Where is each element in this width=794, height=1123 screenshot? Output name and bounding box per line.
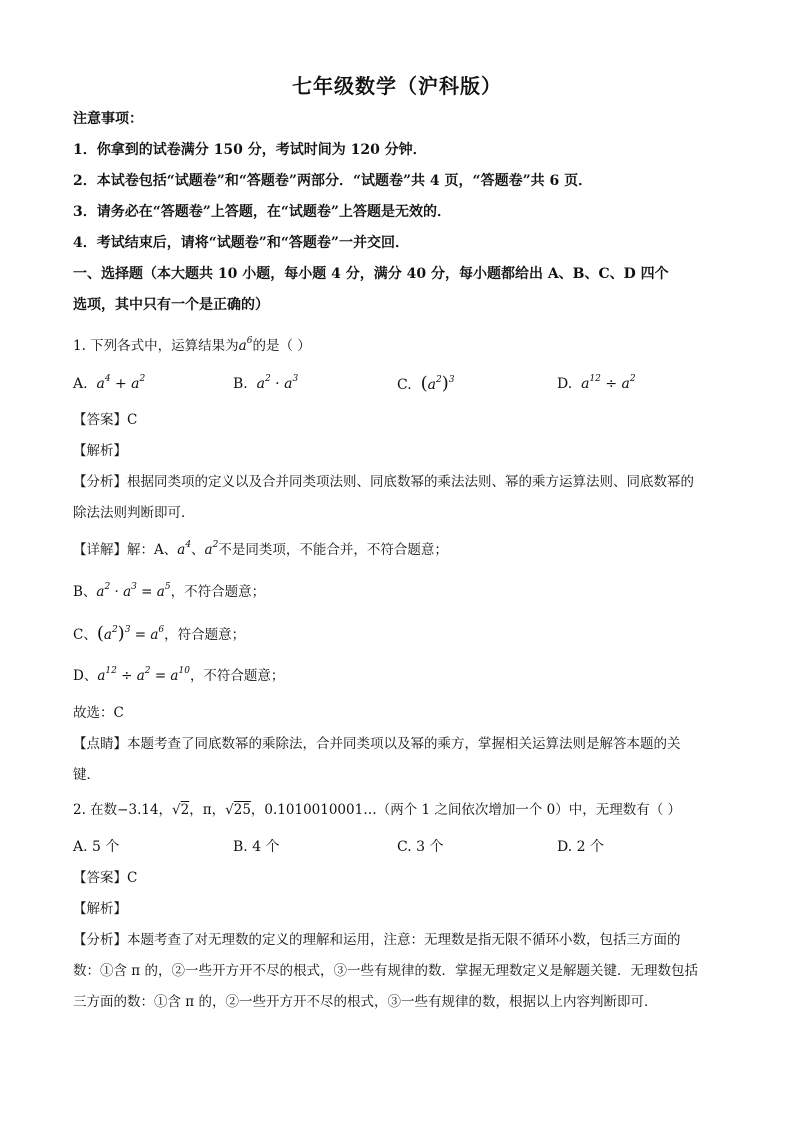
option-label: A. bbox=[73, 376, 88, 392]
detail-prefix: 【详解】解：A、 bbox=[73, 542, 178, 558]
option-label: D. bbox=[557, 376, 573, 392]
detail-prefix: D、 bbox=[73, 668, 98, 684]
math-expression: $(a^2)^3 = a^6$ bbox=[96, 623, 165, 644]
answer-line: 【答案】C bbox=[73, 870, 138, 886]
detail-line-c bbox=[73, 624, 733, 645]
question-1-stem-suffix: 的是（ ） bbox=[252, 338, 311, 354]
analysis-text: 除法法则判断即可． bbox=[73, 505, 195, 521]
detail-suffix: ，不符合题意； bbox=[189, 668, 285, 684]
option-label: B. bbox=[233, 376, 248, 392]
analysis-text: 数：①含 π 的，②一些开方开不尽的根式，③一些有规律的数．掌握无理数定义是解题关键．无理数包括 bbox=[73, 963, 698, 979]
math-expression: $a^2$ bbox=[204, 540, 219, 558]
math-expression: $a^2 \cdot a^3$ bbox=[252, 374, 299, 392]
detail-suffix: 不是同类项，不能合并，不符合题意； bbox=[218, 542, 448, 558]
detail-prefix: B、 bbox=[73, 584, 97, 600]
notice-item: 2．本试卷包括“试题卷”和“答题卷”两部分．“试题卷”共 4 页，“答题卷”共 6 页． bbox=[73, 173, 593, 189]
question-1-option-a bbox=[73, 374, 145, 394]
question-2-stem-prefix: 2. 在数 bbox=[73, 802, 118, 818]
notice-item: 3．请务必在“答题卷”上答题，在“试题卷”上答题是无效的． bbox=[73, 204, 451, 220]
section-heading-cont: 选项，其中只有一个是正确的） bbox=[73, 297, 269, 313]
separator: ， bbox=[158, 802, 173, 818]
question-1-stem bbox=[73, 336, 733, 356]
question-1-option-b bbox=[233, 374, 298, 394]
detail-line-d bbox=[73, 666, 733, 686]
question-2-option-c: C. 3 个 bbox=[397, 839, 444, 855]
sqrt-2: √2 bbox=[172, 802, 190, 818]
answer-line: 【答案】C bbox=[73, 412, 138, 428]
section-heading: 一、选择题（本大题共 10 小题，每小题 4 分，满分 40 分，每小题都给出 A、B、C、D 四个 bbox=[73, 266, 669, 282]
question-2-option-b: B. 4 个 bbox=[233, 839, 280, 855]
analysis-heading: 【解析】 bbox=[73, 901, 127, 917]
option-label: C. bbox=[397, 377, 412, 393]
math-expression: $a^{12} \div a^2 = a^{10}$ bbox=[97, 666, 190, 684]
detail-suffix: ，不符合题意； bbox=[170, 584, 266, 600]
question-1-option-d bbox=[557, 374, 636, 394]
math-expression: $a^4$ bbox=[177, 540, 192, 558]
math-expression: $(a^2)^3$ bbox=[420, 373, 455, 394]
notice-heading: 注意事项： bbox=[73, 111, 143, 127]
math-expression: $a^6$ bbox=[238, 336, 253, 354]
analysis-heading: 【解析】 bbox=[73, 443, 127, 459]
conclusion-line: 故选：C bbox=[73, 705, 124, 721]
analysis-text: 三方面的数：①含 π 的，②一些开方开不尽的根式，③一些有规律的数，根据以上内容判断即可． bbox=[73, 994, 658, 1010]
detail-prefix: C、 bbox=[73, 627, 97, 643]
math-expression: $a^2 \cdot a^3 = a^5$ bbox=[96, 582, 171, 600]
comment-text: 【点睛】本题考查了同底数幂的乘除法，合并同类项以及幂的乘方，掌握相关运算法则是解答本题的关 bbox=[73, 736, 681, 752]
detail-suffix: ，符合题意； bbox=[164, 627, 246, 643]
question-1-option-c bbox=[397, 374, 454, 395]
separator: ，π， bbox=[189, 802, 226, 818]
math-expression: $a^{12} \div a^2$ bbox=[576, 374, 636, 392]
notice-item: 1．你拿到的试卷满分 150 分，考试时间为 120 分钟． bbox=[73, 142, 427, 158]
detail-line-a: 【详解】解：A、$a^4$、$a^2$不是同类项，不能合并，不符合题意； bbox=[73, 540, 448, 558]
comment-text: 键． bbox=[73, 767, 100, 783]
math-expression: $a^4 + a^2$ bbox=[92, 374, 146, 392]
analysis-text: 【分析】根据同类项的定义以及合并同类项法则、同底数幂的乘法法则、幂的乘方运算法则、同底数幂的 bbox=[73, 474, 694, 490]
question-2-stem bbox=[73, 800, 733, 820]
notice-item: 4．考试结束后，请将“试题卷”和“答题卷”一并交回． bbox=[73, 235, 409, 251]
number-value: −3.14 bbox=[117, 802, 159, 818]
question-1-stem-prefix: 1. 下列各式中，运算结果为 bbox=[73, 338, 239, 354]
sqrt-25: √25 bbox=[225, 802, 251, 818]
page-title: 七年级数学（沪科版） bbox=[292, 74, 502, 98]
detail-line-b bbox=[73, 582, 733, 602]
question-2-option-d: D. 2 个 bbox=[557, 839, 604, 855]
question-2-option-a: A. 5 个 bbox=[73, 839, 120, 855]
question-2-stem-suffix: ，0.1010010001…（两个 1 之间依次增加一个 0）中，无理数有（ ） bbox=[250, 802, 682, 818]
analysis-text: 【分析】本题考查了对无理数的定义的理解和运用，注意：无理数是指无限不循环小数，包括三方面的 bbox=[73, 932, 681, 948]
